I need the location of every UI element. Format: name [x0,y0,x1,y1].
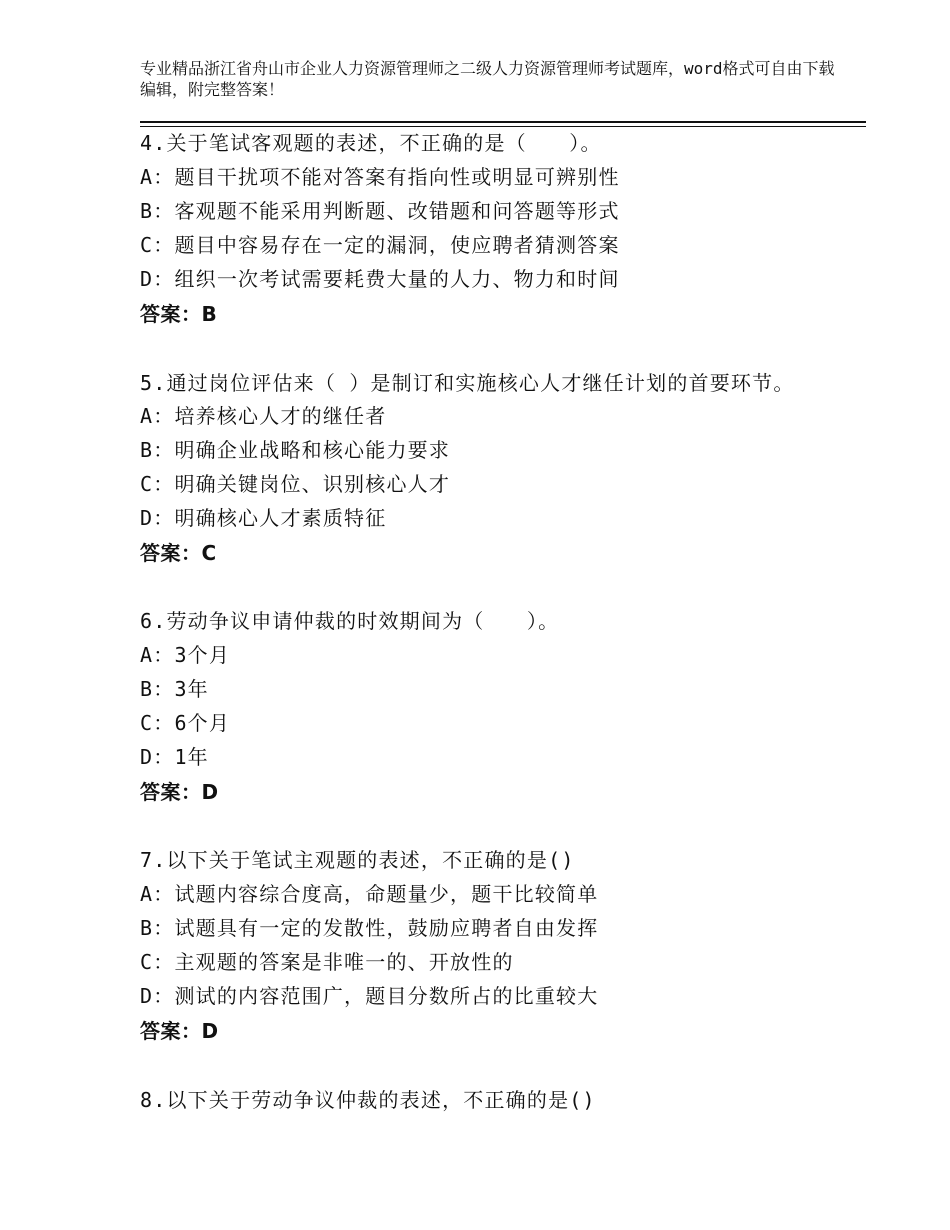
option-c: C：主观题的答案是非唯一的、开放性的 [140,950,514,974]
option-a: A：试题内容综合度高，命题量少，题干比较简单 [140,882,599,906]
option-d: D：测试的内容范围广，题目分数所占的比重较大 [140,984,599,1008]
option-b: B：3年 [140,677,209,701]
header-rule-thin [140,126,866,127]
option-a: A：3个月 [140,643,231,667]
question-stem: 6.劳动争议申请仲裁的时效期间为（ ）。 [140,609,560,633]
option-a: A：题目干扰项不能对答案有指向性或明显可辨别性 [140,165,620,189]
option-b: B：客观题不能采用判断题、改错题和问答题等形式 [140,199,620,223]
option-a: A：培养核心人才的继任者 [140,404,387,428]
option-b: B：明确企业战略和核心能力要求 [140,438,451,462]
option-d: D：组织一次考试需要耗费大量的人力、物力和时间 [140,267,620,291]
question-stem: 4.关于笔试客观题的表述，不正确的是（ ）。 [140,131,602,155]
question-stem: 5.通过岗位评估来（ ）是制订和实施核心人才继任计划的首要环节。 [140,371,795,395]
document-header: 专业精品浙江省舟山市企业人力资源管理师之二级人力资源管理师考试题库，word格式可自由下载编辑，附完整答案！ [140,59,835,99]
answer-label: 答案：C [140,541,217,565]
option-c: C：6个月 [140,711,231,735]
answer-label: 答案：B [140,302,218,326]
option-c: C：题目中容易存在一定的漏洞，使应聘者猜测答案 [140,233,620,257]
answer-label: 答案：D [140,780,219,804]
option-c: C：明确关键岗位、识别核心人才 [140,472,451,496]
question-stem: 8.以下关于劳动争议仲裁的表述，不正确的是() [140,1088,596,1112]
answer-label: 答案：D [140,1019,219,1043]
option-b: B：试题具有一定的发散性，鼓励应聘者自由发挥 [140,916,599,940]
option-d: D：明确核心人才素质特征 [140,506,387,530]
header-rule-thick [140,121,866,123]
question-stem: 7.以下关于笔试主观题的表述，不正确的是() [140,848,575,872]
option-d: D：1年 [140,745,209,769]
